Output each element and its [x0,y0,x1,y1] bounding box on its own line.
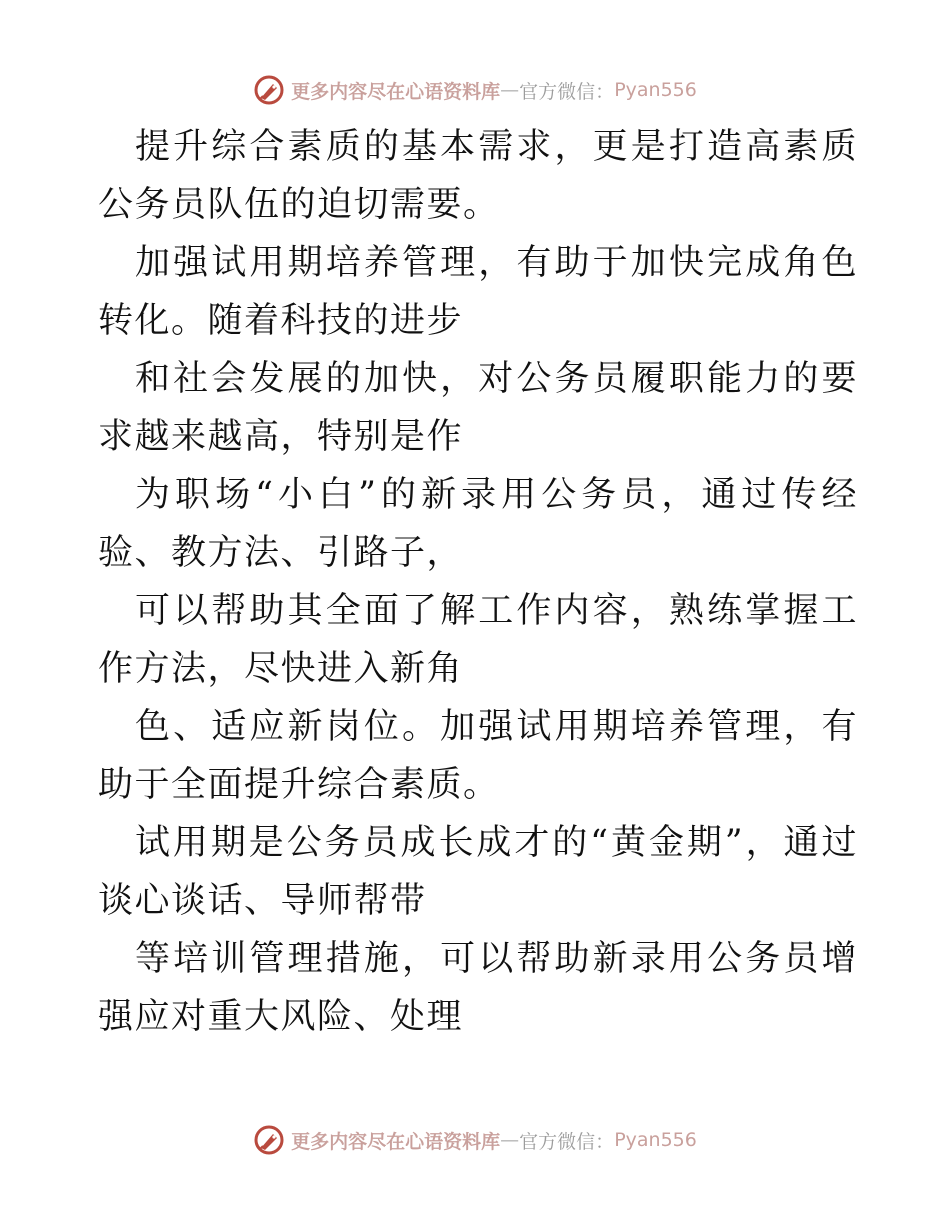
watermark-dash: — [500,1129,520,1151]
pen-nib-logo-icon [253,1124,285,1156]
document-body [98,118,858,1046]
paragraph: 提升综合素质的基本需求，更是打造高素质公务员队伍的迫切需要。 [98,127,858,225]
paragraph: 加强试用期培养管理，有助于加快完成角色转化。随着科技的进步 [98,243,858,341]
paragraph: 等培训管理措施，可以帮助新录用公务员增强应对重大风险、处理 [98,939,858,1037]
watermark-dash: — [500,79,520,101]
watermark-wechat-id: Pyan556 [614,79,697,101]
paragraph: 和社会发展的加快，对公务员履职能力的要求越来越高，特别是作 [98,359,858,457]
pen-nib-logo-icon [253,74,285,106]
paragraph: 色、适应新岗位。加强试用期培养管理，有助于全面提升综合素质。 [98,707,858,805]
watermark-text: 更多内容尽在心语资料库 [291,1130,501,1153]
watermark-wechat-label: 官方微信： [519,1130,615,1153]
footer-watermark [0,1120,950,1160]
watermark-text: 更多内容尽在心语资料库 [291,80,501,103]
paragraph: 可以帮助其全面了解工作内容，熟练掌握工作方法，尽快进入新角 [98,591,858,689]
paragraph: 试用期是公务员成长成才的“黄金期”，通过谈心谈话、导师帮带 [98,823,858,921]
watermark-wechat-label: 官方微信： [519,80,615,103]
header-watermark [0,70,950,110]
watermark-wechat-id: Pyan556 [614,1129,697,1151]
paragraph: 为职场“小白”的新录用公务员，通过传经验、教方法、引路子， [98,475,858,573]
